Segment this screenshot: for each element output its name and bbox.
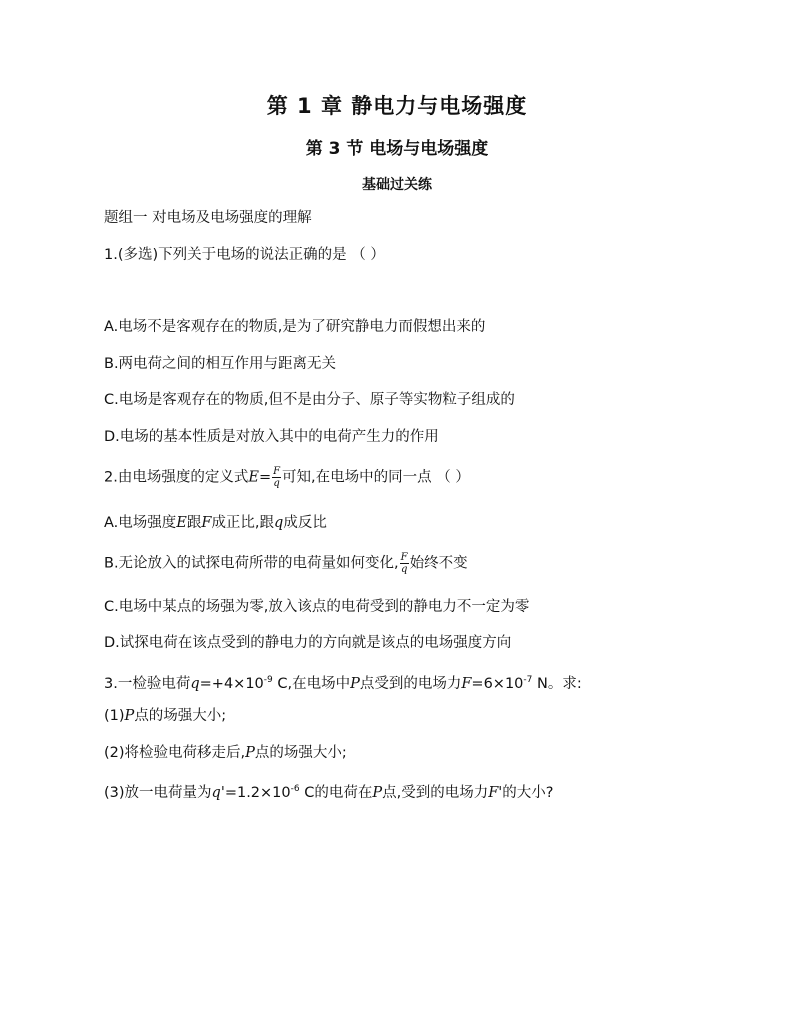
q3-s3-mid2: 点,受到的电场力 — [382, 784, 489, 801]
q2-fraction-num: F — [273, 466, 281, 477]
q3-mid: 点受到的电场力 — [359, 675, 462, 692]
q3-s3-q: q' — [211, 784, 225, 801]
q2-fraction — [272, 466, 281, 489]
q2-fraction-den: q — [273, 478, 280, 489]
q3-s3-exp: -6 — [290, 784, 300, 794]
q2-a-e: E — [176, 515, 187, 531]
q2-a-pre: A.电场强度 — [104, 515, 177, 531]
q3-s1-pre: (1) — [104, 708, 125, 724]
question-2-option-c: C.电场中某点的场强为零,放入该点的电荷受到的静电力不一定为零 — [104, 599, 530, 615]
question-3-stem — [104, 670, 582, 694]
chapter-title: 第 1 章 静电力与电场强度 — [266, 94, 528, 118]
q2-a-mid2: 成正比,跟 — [211, 515, 275, 531]
q3-f: F — [461, 675, 472, 692]
q3-val1: =+4×10 — [199, 675, 264, 692]
q2-b-pre: B.无论放入的试探电荷所带的电荷量如何变化, — [104, 555, 399, 572]
q3-s2-pre: (2)将检验电荷移走后, — [104, 745, 246, 761]
question-1-option-a: A.电场不是客观存在的物质,是为了研究静电力而假想出来的 — [104, 319, 486, 335]
question-1-stem: 1.(多选)下列关于电场的说法正确的是 （ ） — [104, 247, 385, 263]
question-2-option-a — [104, 513, 327, 533]
question-3-sub-3 — [104, 779, 553, 803]
q3-p: P — [350, 675, 360, 692]
question-1-option-c: C.电场是客观存在的物质,但不是由分子、原子等实物粒子组成的 — [104, 392, 515, 408]
practice-title: 基础过关练 — [362, 177, 432, 193]
q3-s2-post: 点的场强大小; — [254, 745, 347, 761]
q3-s1-p: P — [124, 708, 135, 724]
q2-a-post: 成反比 — [283, 515, 327, 531]
question-2-option-d: D.试探电荷在该点受到的静电力的方向就是该点的电场强度方向 — [104, 635, 512, 651]
q2-b-fraction — [400, 552, 409, 575]
q3-s1-post: 点的场强大小; — [134, 708, 227, 724]
q2-stem-post: 可知,在电场中的同一点 （ ） — [282, 469, 470, 486]
section-title: 第 3 节 电场与电场强度 — [305, 139, 489, 159]
q3-s3-pre: (3)放一电荷量为 — [104, 784, 212, 801]
q2-a-q: q — [274, 515, 284, 531]
q3-exp1: -9 — [263, 675, 273, 685]
q2-b-post: 始终不变 — [409, 555, 468, 572]
q3-s3-p: P — [372, 784, 383, 801]
q2-a-f: F — [201, 515, 212, 531]
q3-s3-val: =1.2×10 — [224, 784, 291, 801]
q3-stem-pre: 3.一检验电荷 — [104, 675, 191, 692]
q3-unit2: N。求: — [532, 675, 582, 692]
q3-unit1: C,在电场中 — [272, 675, 351, 692]
question-3-sub-1 — [104, 706, 226, 726]
q3-val2: =6×10 — [471, 675, 524, 692]
question-2-stem — [104, 466, 470, 489]
question-3-sub-2 — [104, 743, 347, 763]
q3-s2-p: P — [245, 745, 255, 761]
q3-s3-mid1: C的电荷在 — [299, 784, 373, 801]
q3-exp2: -7 — [523, 675, 533, 685]
question-1-option-b: B.两电荷之间的相互作用与距离无关 — [104, 356, 337, 372]
q3-q: q — [190, 675, 200, 692]
q2-equals: = — [258, 469, 272, 486]
question-1-option-d: D.电场的基本性质是对放入其中的电荷产生力的作用 — [104, 429, 439, 445]
q2-stem-pre: 2.由电场强度的定义式 — [104, 469, 249, 486]
question-2-option-b — [104, 552, 468, 575]
q2-b-fraction-den: q — [400, 564, 408, 575]
q2-b-fraction-num: F — [400, 552, 408, 563]
group-title: 题组一 对电场及电场强度的理解 — [104, 210, 312, 226]
q2-a-mid1: 跟 — [186, 515, 202, 531]
q3-s3-f: F' — [488, 784, 503, 801]
q3-s3-post: 的大小? — [502, 784, 554, 801]
q2-symbol-e: E — [248, 469, 259, 486]
